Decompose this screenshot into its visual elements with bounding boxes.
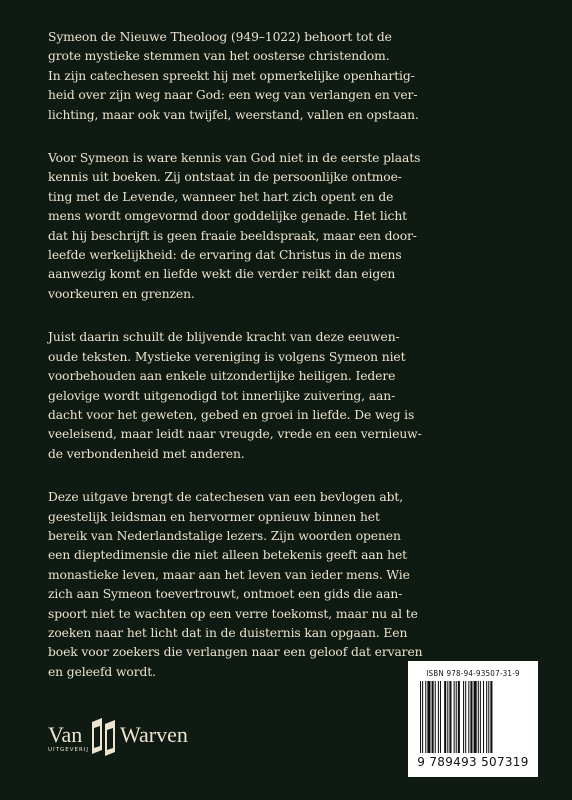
blurb-line: spoort niet te wachten op een verre toekomst, maar nu al te [48,606,418,621]
barcode-bar [465,681,466,753]
blurb-line: In zijn catechesen spreekt hij met opmerkelijke openhartig- [48,68,415,83]
barcode-bar [474,681,477,753]
isbn-label: ISBN 978-94-93507-31-9 [426,669,520,678]
blurb-line: monastieke leven, maar aan het leven van ieder mens. Wie [48,567,410,582]
blurb-line: Juist daarin schuilt de blijvende kracht van deze eeuwen- [48,330,400,345]
barcode-bar [480,681,481,753]
barcode-bar [488,681,489,753]
blurb-line: leefde werkelijkheid: de ervaring dat Christus in de mens [48,248,402,263]
barcode-bar [444,681,446,753]
blurb-line: ting met de Levende, wanneer het hart zich opent en de [48,189,394,204]
barcode-bar [468,681,469,753]
back-cover-blurb [48,28,538,706]
blurb-line: zoeken naar het licht dat in de duisternis kan opgaan. Een [48,625,408,640]
blurb-line: zich aan Symeon toevertrouwt, ontmoet een gids die aan- [48,587,403,602]
barcode-bar [454,681,455,753]
isbn-barcode [408,661,538,777]
blurb-line: bereik van Nederlandstalige lezers. Zijn woorden openen [48,528,401,543]
barcode-bar [422,681,423,753]
blurb-paragraph [48,488,538,682]
blurb-line: Deze uitgave brengt de catechesen van een bevlogen abt, [48,490,404,505]
blurb-line: aanwezig komt en liefde wekt die verder reikt dan eigen [48,267,396,282]
blurb-line: mens wordt omgevormd door goddelijke genade. Het licht [48,209,407,224]
barcode-bar [463,681,464,753]
barcode-bar [427,681,430,753]
publisher-mark-icon [90,716,118,756]
barcode-bar [447,681,448,753]
barcode-bar [458,681,460,753]
blurb-line: een dieptedimensie die niet alleen betekenis geeft aan het [48,548,408,563]
publisher-subtitle: UITGEVERIJ [48,747,90,753]
blurb-line: en geleefd wordt. [48,664,156,679]
barcode-bar [440,681,441,753]
publisher-logo [48,714,228,760]
barcode-bar [478,681,479,753]
blurb-line: dat hij beschrijft is geen fraaie beeldspraak, maar een door- [48,228,417,243]
barcode-bar [420,681,421,753]
ean-digits: 9 789493 507319 [417,755,529,769]
blurb-line: veeleisend, maar leidt naar vreugde, vrede en een vernieuw- [48,427,422,442]
blurb-line: lichting, maar ook van twijfel, weerstand, vallen en opstaan. [48,107,419,122]
blurb-line: Symeon de Nieuwe Theoloog (949–1022) behoort tot de [48,30,392,44]
blurb-line: dacht voor het geweten, gebed en groei in liefde. De weg is [48,407,415,422]
blurb-paragraph [48,328,538,464]
blurb-line: kennis uit boeken. Zij ontstaat in de persoonlijke ontmoe- [48,170,402,185]
blurb-line: voorkeuren en grenzen. [48,286,195,301]
blurb-line: de verbondenheid met anderen. [48,446,245,461]
publisher-name-right: Warven [120,722,188,747]
barcode-bar [435,681,436,753]
blurb-line: Voor Symeon is ware kennis van God niet in de eerste plaats [48,151,421,166]
barcode-bar [432,681,434,753]
blurb-paragraph [48,28,538,125]
barcode-bar [456,681,457,753]
barcode-bar [438,681,439,753]
blurb-line: oude teksten. Mystieke vereniging is volgens Symeon niet [48,349,406,364]
blurb-line: gelovige wordt uitgenodigd tot innerlijke zuivering, aan- [48,388,396,403]
barcode-bar [490,681,492,753]
blurb-paragraph [48,149,538,304]
blurb-line: voorbehouden aan enkele uitzonderlijke heiligen. Iedere [48,369,396,384]
barcode-bar [470,681,472,753]
blurb-line: heid over zijn weg naar God: een weg van verlangen en ver- [48,88,418,103]
publisher-name-left: Van [48,722,83,747]
barcode-bar [483,681,484,753]
barcode-bar [449,681,451,753]
blurb-line: geestelijk leidsman en hervormer opnieuw binnen het [48,509,380,524]
barcode-bar [425,681,426,753]
blurb-line: grote mystieke stemmen van het oosterse christendom. [48,49,390,64]
barcode-bars [418,681,528,753]
barcode-bar [486,681,487,753]
blurb-line: boek voor zoekers die verlangen naar een geloof dat ervaren [48,645,423,660]
